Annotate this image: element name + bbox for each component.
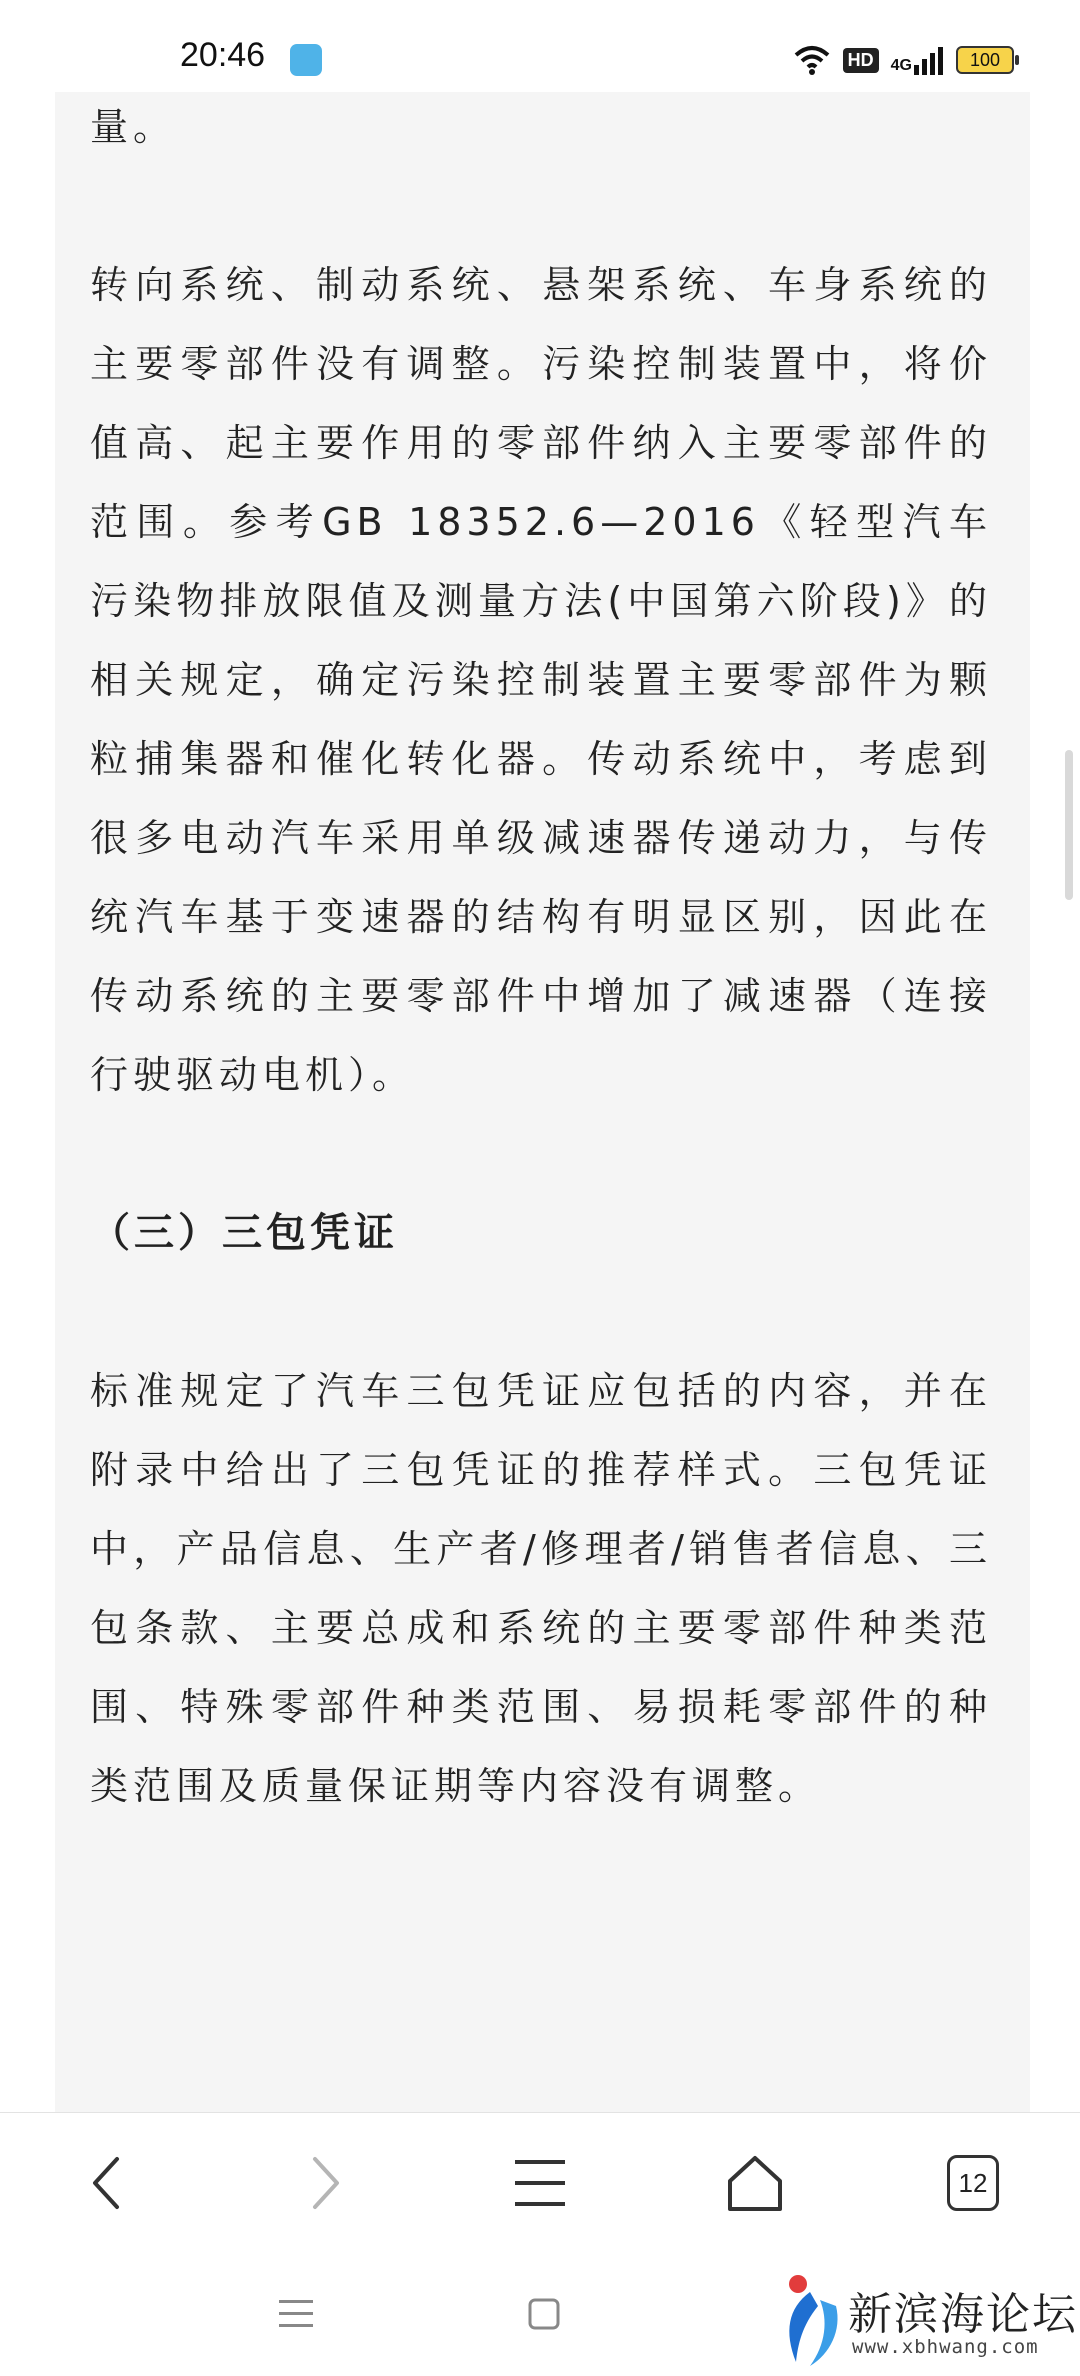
app-notification-icon: [290, 44, 322, 76]
paragraph-top: 量。: [90, 105, 177, 149]
browser-toolbar: [0, 2112, 1080, 2258]
wifi-icon: [793, 45, 831, 75]
back-button[interactable]: [67, 2143, 147, 2223]
status-icons: [793, 40, 1014, 80]
system-home-icon[interactable]: [527, 2297, 561, 2331]
tabs-button[interactable]: [933, 2143, 1013, 2223]
forum-logo-icon: [770, 2270, 850, 2370]
status-time: 20:46: [180, 36, 266, 74]
scrollbar[interactable]: [1065, 750, 1073, 900]
cell-signal-icon: [891, 45, 944, 75]
forum-watermark: [770, 2270, 1080, 2370]
back-arrow-icon: [87, 2153, 127, 2213]
battery-indicator: 100: [956, 46, 1014, 74]
forward-button[interactable]: [285, 2143, 365, 2223]
hd-badge: HD: [843, 48, 879, 73]
tabs-icon: 12: [947, 2155, 999, 2211]
forum-url: www.xbhwang.com: [852, 2336, 1039, 2358]
forum-name: 新滨海论坛: [848, 2289, 1078, 2340]
article-content: [55, 92, 1030, 2112]
menu-button[interactable]: [500, 2143, 580, 2223]
home-icon: [724, 2153, 786, 2213]
section-heading: （三）三包凭证: [90, 1210, 398, 1256]
forward-arrow-icon: [305, 2153, 345, 2213]
paragraph-parts: 转向系统、制动系统、悬架系统、车身系统的主要零部件没有调整。污染控制装置中，将价值高、起主要作用的零部件纳入主要零部件的范围。参考GB 18352.6—2016《轻型汽车污染物排放限值及测量方法(中国第六阶段)》的相关规定，确定污染控制装置主要零部件为颗粒捕集器和催化转化器。传动系统中，考虑到很多电动汽车采用单级减速器传递动力，与传统汽车基于变速器的结构有明显区别，因此在传动系统的主要零部件中增加了减速器（连接行驶驱动电机）。: [90, 263, 992, 1097]
home-button[interactable]: [715, 2143, 795, 2223]
system-menu-icon[interactable]: [277, 2297, 315, 2331]
paragraph-warranty: 标准规定了汽车三包凭证应包括的内容，并在附录中给出了三包凭证的推荐样式。三包凭证中，产品信息、生产者/修理者/销售者信息、三包条款、主要总成和系统的主要零部件种类范围、特殊零部件种类范围、易损耗零部件的种类范围及质量保证期等内容没有调整。: [90, 1369, 992, 1808]
menu-icon: [513, 2158, 567, 2208]
network-type: 4G: [890, 57, 912, 74]
article-body: [90, 92, 992, 1826]
status-bar: [0, 0, 1080, 92]
